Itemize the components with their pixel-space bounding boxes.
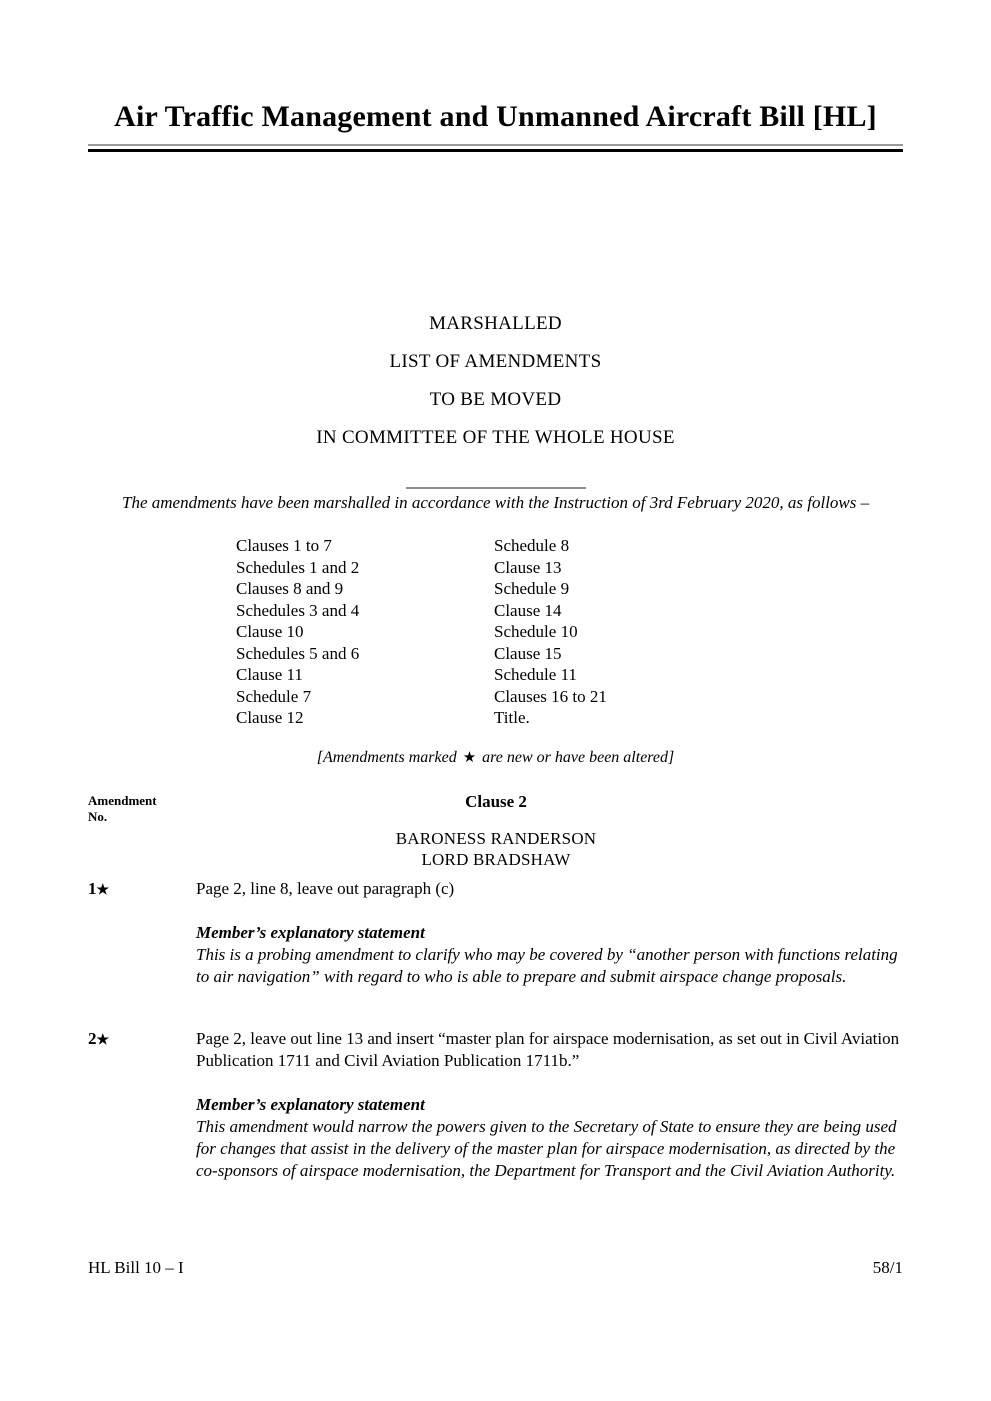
page-footer <box>88 1258 903 1278</box>
list-item: Schedule 11 <box>494 665 577 684</box>
bill-reference: HL Bill 10 – I <box>88 1258 184 1277</box>
list-item: Clauses 8 and 9 <box>236 579 344 598</box>
list-item: Schedule 8 <box>494 536 570 555</box>
amendment-body <box>196 878 903 988</box>
explanatory-statement <box>196 922 903 988</box>
amendment-entry <box>88 878 903 988</box>
star-note-text-after: are new or have been altered <box>478 749 669 766</box>
list-item: Schedule 7 <box>236 686 312 706</box>
heading-line-list-of-amendments: LIST OF AMENDMENTS <box>389 351 602 372</box>
sponsor-name: LORD BRADSHAW <box>421 850 571 869</box>
page-number: 58/1 <box>872 1258 903 1277</box>
amendment-label-line-1: Amendment <box>88 793 157 808</box>
list-item: Schedule 9 <box>494 579 570 598</box>
list-item: Clause 15 <box>494 643 562 663</box>
explanatory-statement-text: This is a probing amendment to clarify who may be covered by “another person with functions relating to air navigation” with regard to who is able to prepare and submit airspace change proposals. <box>196 945 898 986</box>
title-rule-thick <box>88 149 903 152</box>
explanatory-statement-heading: Member’s explanatory statement <box>196 1095 425 1114</box>
list-item: Clause 13 <box>494 557 562 577</box>
list-item: Clause 14 <box>494 600 562 620</box>
heading-line-marshalled: MARSHALLED <box>429 313 562 334</box>
amendment-number <box>88 878 184 902</box>
amendment-number-value: 2 <box>88 1029 97 1048</box>
amendment-body <box>196 1028 903 1182</box>
explanatory-statement-heading: Member’s explanatory statement <box>196 923 425 942</box>
amendment-label-line-2: No. <box>88 809 108 824</box>
page-title: Air Traffic Management and Unmanned Aircraft Bill [HL] <box>114 100 877 133</box>
clause-list <box>236 535 836 729</box>
sponsor-list <box>196 828 796 870</box>
list-item: Schedule 10 <box>494 622 578 641</box>
star-legend-note <box>88 748 903 767</box>
clause-section-heading: Clause 2 <box>465 792 527 811</box>
list-item: Schedules 3 and 4 <box>236 600 360 620</box>
instruction-paragraph: The amendments have been marshalled in accordance with the Instruction of 3rd February 2020, as follows – <box>122 493 870 512</box>
heading-line-in-committee: IN COMMITTEE OF THE WHOLE HOUSE <box>316 427 675 448</box>
amendment-entry <box>88 1028 903 1182</box>
list-item: Schedules 5 and 6 <box>236 643 360 663</box>
amendment-text: Page 2, line 8, leave out paragraph (c) <box>196 879 455 898</box>
list-item: Clauses 16 to 21 <box>494 686 607 706</box>
amendment-text: Page 2, leave out line 13 and insert “master plan for airspace modernisation, as set out in Civil Aviation Publication 1711 and Civil Aviation Publication 1711b.” <box>196 1029 900 1070</box>
title-double-rule <box>88 144 903 152</box>
list-item: Clauses 1 to 7 <box>236 536 332 555</box>
star-icon: ★ <box>462 750 477 766</box>
explanatory-statement-text: This amendment would narrow the powers given to the Secretary of State to ensure they are being used for changes that assist in the delivery of the master plan for airspace modernisation, as directed by the co-sponsors of airspace modernisation, the Department for Transport and the Civil Aviation Authority. <box>196 1117 897 1180</box>
list-item: Clause 11 <box>236 665 303 684</box>
star-note-close-bracket: ] <box>668 749 675 766</box>
list-item: Title. <box>494 708 530 727</box>
amendment-number <box>88 1028 184 1052</box>
heading-block <box>88 305 903 497</box>
clause-list-right-column <box>494 535 752 729</box>
title-block <box>88 100 903 152</box>
star-note-open-bracket: [ <box>316 749 323 766</box>
amendment-number-value: 1 <box>88 879 97 898</box>
star-note-text-before: Amendments marked <box>322 749 461 766</box>
sponsor-name: BARONESS RANDERSON <box>395 829 597 848</box>
amendment-number-column-label <box>88 793 188 825</box>
explanatory-statement <box>196 1094 903 1182</box>
clause-list-left-column <box>236 535 494 729</box>
star-icon: ★ <box>96 1033 110 1048</box>
star-icon: ★ <box>96 883 110 898</box>
list-item: Clause 12 <box>236 708 304 727</box>
list-item: Schedules 1 and 2 <box>236 557 360 577</box>
heading-divider-rule <box>406 487 586 489</box>
title-rule-thin <box>88 144 903 146</box>
heading-line-to-be-moved: TO BE MOVED <box>429 389 562 410</box>
list-item: Clause 10 <box>236 622 304 641</box>
